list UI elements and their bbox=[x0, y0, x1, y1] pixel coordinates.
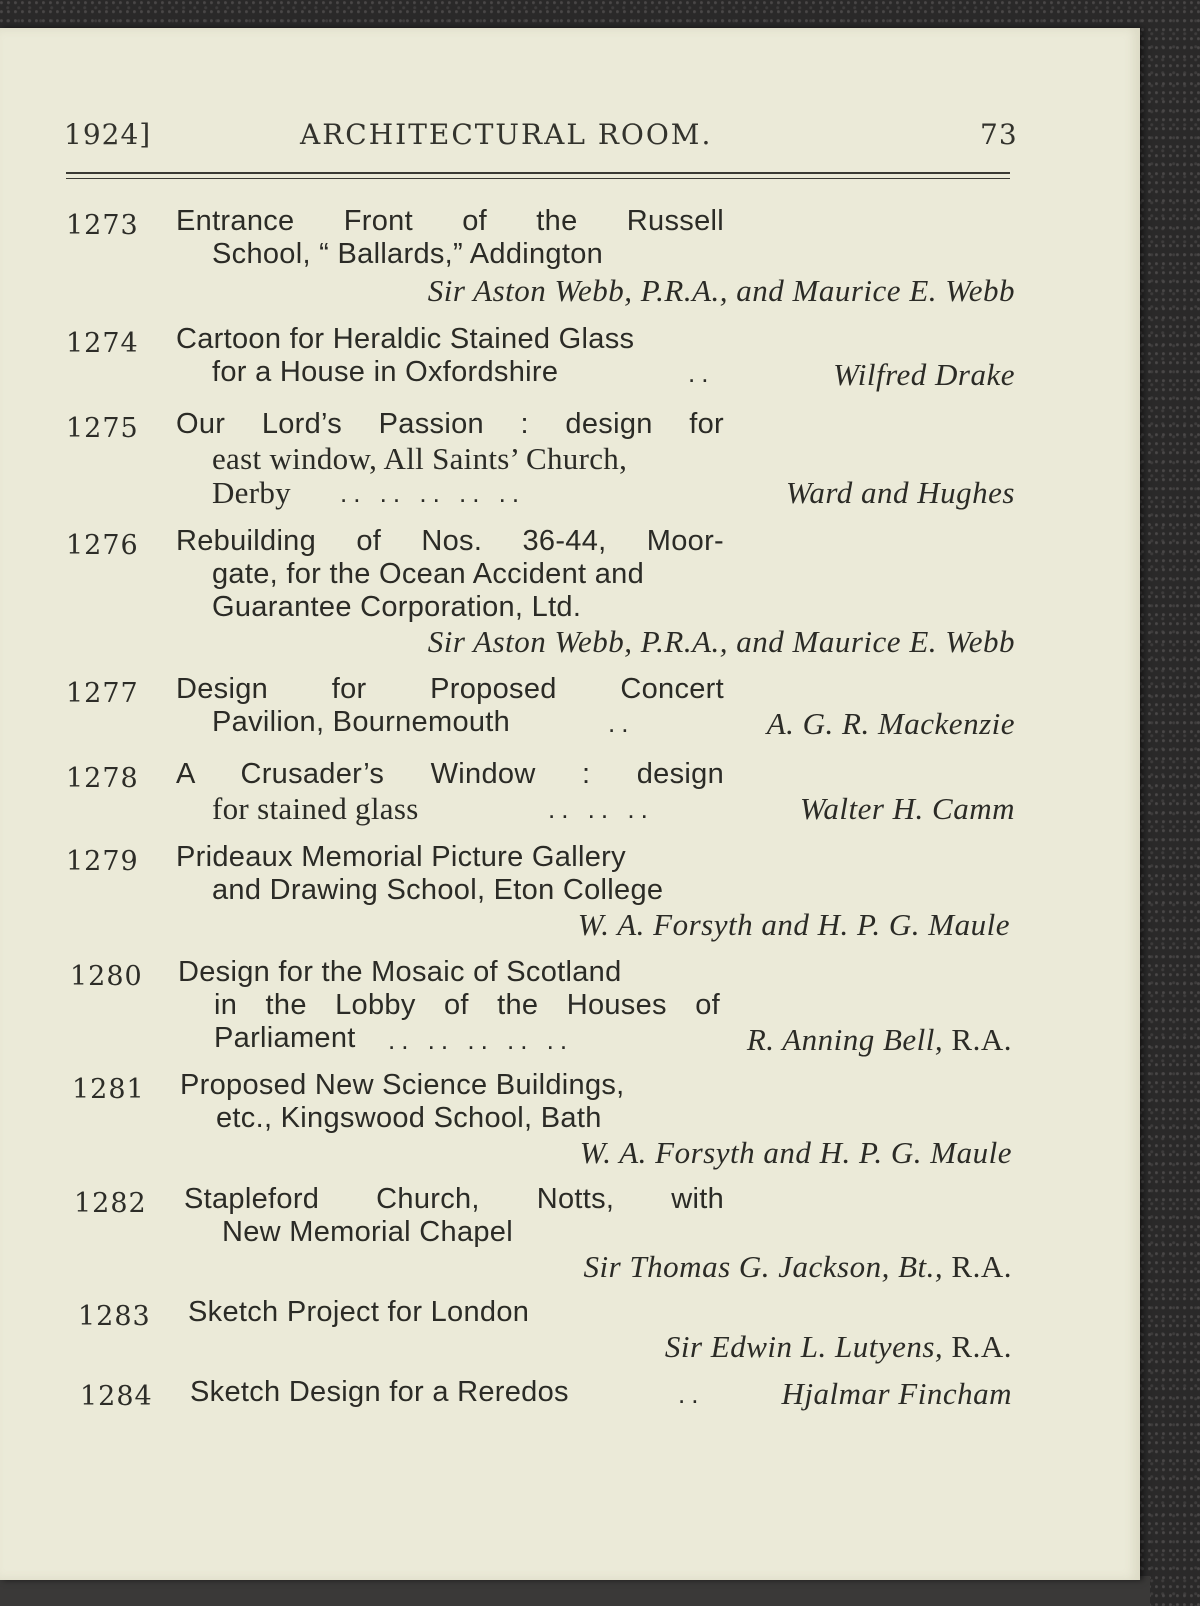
dot-leader: .. bbox=[688, 358, 715, 388]
entry-title-line: Prideaux Memorial Picture Gallery bbox=[176, 841, 626, 873]
entry-title-line: Design for Proposed Concert bbox=[176, 673, 724, 705]
entry-attribution: Sir Aston Webb, P.R.A., and Maurice E. Webb bbox=[427, 273, 1015, 308]
entry-number: 1280 bbox=[70, 961, 143, 992]
entry-attribution: Sir Aston Webb, P.R.A., and Maurice E. Webb bbox=[427, 624, 1015, 659]
book-edge bbox=[0, 1576, 1150, 1606]
page-number: 73 bbox=[980, 118, 1018, 151]
entry-title-line: gate, for the Ocean Accident and bbox=[212, 558, 644, 590]
entry-title-line: east window, All Saints’ Church, bbox=[212, 441, 628, 476]
entry-number: 1274 bbox=[66, 328, 139, 359]
entry-title-line: Design for the Mosaic of Scotland bbox=[178, 956, 622, 988]
entry-title-line: and Drawing School, Eton College bbox=[212, 874, 664, 906]
entry-number: 1273 bbox=[66, 210, 139, 241]
entry-number: 1275 bbox=[66, 413, 139, 444]
entry-title-line: etc., Kingswood School, Bath bbox=[216, 1102, 602, 1134]
dot-leader: .. bbox=[608, 708, 635, 738]
header-rule-thick bbox=[66, 172, 1010, 174]
attribution-suffix: R.A. bbox=[951, 1329, 1012, 1364]
catalogue-page bbox=[0, 28, 1140, 1580]
entry-title-line: Proposed New Science Buildings, bbox=[180, 1069, 625, 1101]
entry-attribution bbox=[640, 1022, 1012, 1058]
attribution-name: R. Anning Bell, bbox=[746, 1022, 944, 1057]
entry-attribution bbox=[480, 1329, 1012, 1365]
entry-attribution bbox=[440, 1249, 1012, 1285]
entry-attribution: Hjalmar Fincham bbox=[781, 1376, 1012, 1411]
entry-number: 1277 bbox=[66, 678, 139, 709]
entry-title-line: School, “ Ballards,” Addington bbox=[212, 238, 604, 270]
entry-number: 1283 bbox=[78, 1301, 151, 1332]
entry-number: 1276 bbox=[66, 530, 139, 561]
entry-title-line: Parliament bbox=[214, 1022, 356, 1054]
entry-title-line: Guarantee Corporation, Ltd. bbox=[212, 591, 582, 623]
entry-number: 1279 bbox=[66, 846, 139, 877]
dot-leader: .. .. .. bbox=[548, 794, 654, 824]
entry-title-line: Sketch Design for a Reredos bbox=[190, 1376, 569, 1408]
attribution-name: Sir Edwin L. Lutyens, bbox=[664, 1329, 944, 1364]
entry-attribution: W. A. Forsyth and H. P. G. Maule bbox=[579, 1135, 1012, 1170]
entry-title-line: Our Lord’s Passion : design for bbox=[176, 408, 724, 440]
entry-title-line: Stapleford Church, Notts, with bbox=[184, 1183, 724, 1215]
entry-title-line: Derby bbox=[212, 475, 291, 510]
entry-number: 1284 bbox=[80, 1381, 153, 1412]
entry-number: 1278 bbox=[66, 763, 139, 794]
entry-title-line: Cartoon for Heraldic Stained Glass bbox=[176, 323, 635, 355]
entry-title-line: A Crusader’s Window : design bbox=[176, 758, 724, 790]
entry-number: 1281 bbox=[72, 1074, 145, 1105]
header-rule-thin bbox=[66, 178, 1010, 179]
entry-attribution: Walter H. Camm bbox=[799, 791, 1015, 826]
entry-title-line: Entrance Front of the Russell bbox=[176, 205, 724, 237]
header-title: ARCHITECTURAL ROOM. bbox=[300, 118, 713, 151]
entry-number: 1282 bbox=[74, 1188, 147, 1219]
entry-title-line: Sketch Project for London bbox=[188, 1296, 530, 1328]
dot-leader: .. .. .. .. .. bbox=[388, 1025, 574, 1055]
entry-title-line: Pavilion, Bournemouth bbox=[212, 706, 511, 738]
entry-attribution: Wilfred Drake bbox=[833, 357, 1015, 392]
attribution-suffix: R.A. bbox=[951, 1249, 1012, 1284]
entry-title-line: Rebuilding of Nos. 36-44, Moor- bbox=[176, 525, 724, 557]
entry-attribution: A. G. R. Mackenzie bbox=[766, 706, 1015, 741]
dot-leader: .. bbox=[678, 1379, 705, 1409]
attribution-suffix: R.A. bbox=[951, 1022, 1012, 1057]
entry-attribution: W. A. Forsyth and H. P. G. Maule bbox=[577, 907, 1010, 942]
entry-attribution: Ward and Hughes bbox=[785, 475, 1015, 510]
entry-title-line: for stained glass bbox=[212, 791, 419, 826]
dot-leader: .. .. .. .. .. bbox=[340, 478, 526, 508]
attribution-name: Sir Thomas G. Jackson, Bt., bbox=[583, 1249, 944, 1284]
entry-title-line: New Memorial Chapel bbox=[222, 1216, 513, 1248]
entry-title-line: for a House in Oxfordshire bbox=[212, 356, 559, 388]
entry-title-line: in the Lobby of the Houses of bbox=[214, 989, 720, 1021]
header-year: 1924] bbox=[64, 118, 152, 151]
